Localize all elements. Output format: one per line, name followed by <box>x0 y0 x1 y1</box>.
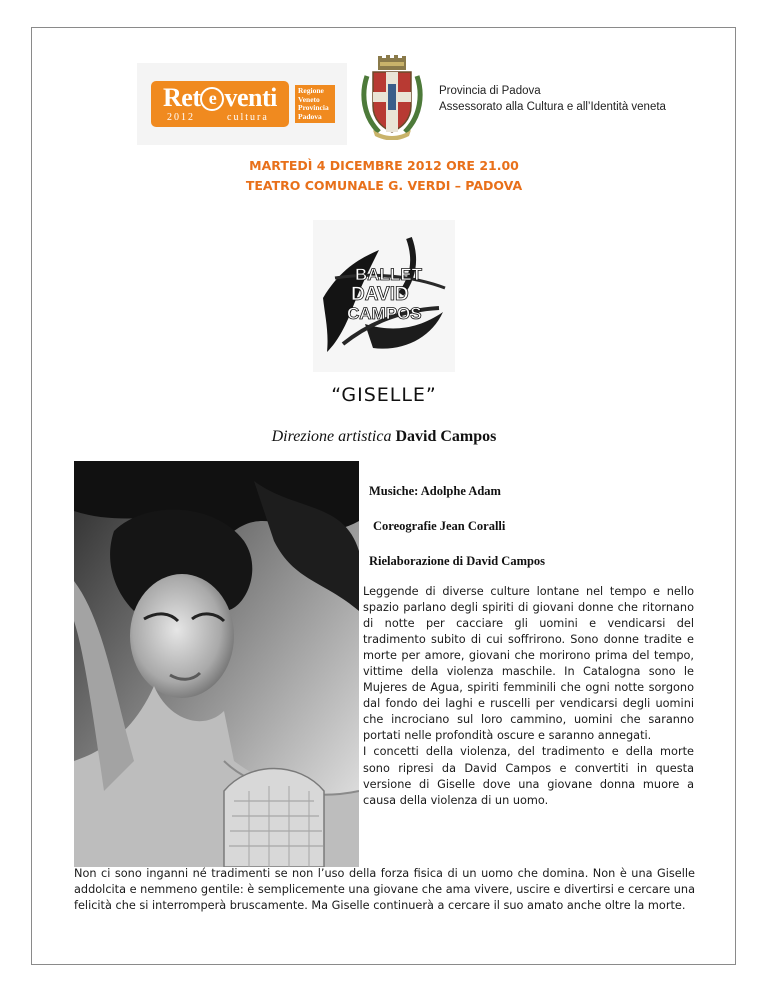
description-paragraph-2: I concetti della violenza, del tradimento e della morte sono ripresi da David Campos e convertiti in questa versione di Giselle dove una giovane donna muore a causa della violenza di un uomo. <box>363 745 694 807</box>
credit-choreography: Coreografie Jean Coralli <box>373 519 506 533</box>
reteventi-badge <box>151 81 289 127</box>
show-title: “GISELLE” <box>331 384 437 406</box>
region-label: Regione Veneto Provincia Padova <box>295 85 335 123</box>
ballet-logo-line-1: BALLET <box>355 265 423 284</box>
ballet-logo-line-3: CAMPOS <box>347 304 422 323</box>
director-name: David Campos <box>395 428 497 445</box>
reteventi-logo <box>137 63 347 145</box>
event-venue: TEATRO COMUNALE G. VERDI – PADOVA <box>245 178 523 193</box>
artistic-direction <box>0 428 768 446</box>
province-name: Provincia di Padova <box>439 85 541 97</box>
credit-rework: Rielaborazione di David Campos <box>369 554 546 568</box>
dancer-photo <box>74 461 359 867</box>
reteventi-wordmark: Ret e venti <box>163 83 277 112</box>
department-name: Assessorato alla Cultura e all’Identità veneta <box>439 101 666 113</box>
reteventi-year: 2012 <box>167 112 195 123</box>
reteventi-subtitle: cultura <box>227 112 269 123</box>
description-paragraph-1: Leggende di diverse culture lontane nel tempo e nello spazio parlano degli spiriti di giovani donne che ritornano di notte per cacciare gli uomini e vendicarsi del tradimento subito di cui soffrirono. Sono donne tradite e morte per amore, giovani che morirono prima del tempo, vittime della violenza maschile. In Catalogna sono le Mujeres de Agua, spiriti femminili che ogni notte sorgono dal fondo dei laghi e ruscelli per vendicarsi degli uomini che incrociano sul loro cammino, uomini che saranno portati nelle profondità oscure e saranno annegati. <box>363 585 694 743</box>
ballet-david-campos-logo <box>313 220 455 372</box>
province-crest-icon <box>359 54 425 140</box>
event-date: MARTEDÌ 4 DICEMBRE 2012 ORE 21.00 <box>249 158 519 173</box>
ballet-logo-line-2: DAVID <box>351 284 409 305</box>
credit-music: Musiche: Adolphe Adam <box>369 484 501 498</box>
description-paragraph-3: Non ci sono inganni né tradimenti se non l’uso della forza fisica di un uomo che domina. Non è una Giselle addolcita e nemmeno gentile: è semplicemente una giovane che ama vivere, uscire e divertirsi e cercare una felicità che si interromperà bruscamente. Ma Giselle continuerà a cercare il suo amato anche oltre la morte. <box>74 867 695 913</box>
description-full-width <box>74 866 695 914</box>
description-column <box>363 584 694 809</box>
direction-label: Direzione artistica <box>271 428 392 445</box>
province-heading <box>439 83 666 115</box>
